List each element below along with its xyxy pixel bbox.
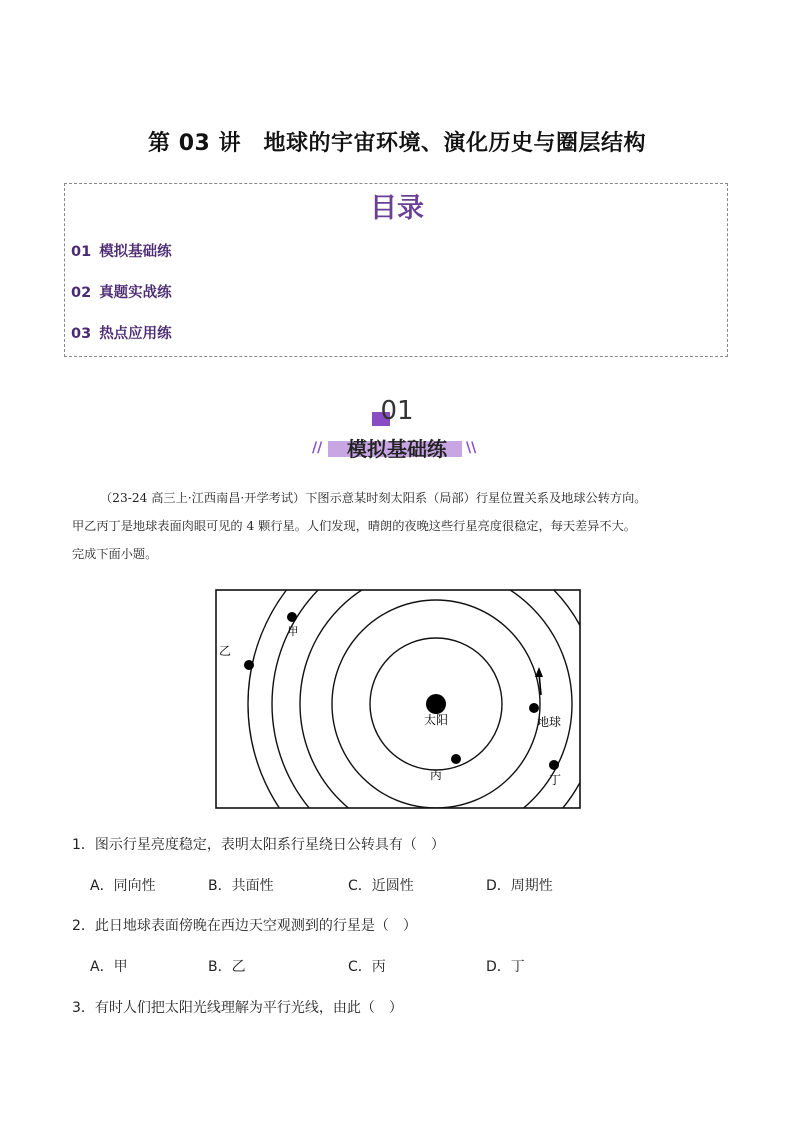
q2-option-a[interactable]: A．甲 <box>90 959 128 975</box>
planet-yi <box>244 660 254 670</box>
q1-option-a[interactable]: A．同向性 <box>90 878 156 894</box>
toc-item-label: 热点应用练 <box>99 326 172 342</box>
toc-item-1[interactable] <box>71 240 172 261</box>
question-2-stem: 2．此日地球表面傍晚在西边天空观测到的行星是（ ） <box>72 918 417 934</box>
page-title: 第 03 讲 地球的宇宙环境、演化历史与圈层结构 <box>148 131 646 156</box>
table-of-contents <box>64 183 728 357</box>
solar-system-diagram <box>215 589 581 809</box>
intro-line-3: 完成下面小题。 <box>72 547 158 561</box>
q2-option-c[interactable]: C．丙 <box>348 959 386 975</box>
earth-label: 地球 <box>537 715 562 729</box>
toc-item-number: 01 <box>71 244 92 260</box>
planet-yi-label: 乙 <box>218 644 232 658</box>
toc-item-2[interactable] <box>71 281 172 302</box>
diagram-frame <box>216 590 580 808</box>
question-3-stem: 3．有时人们把太阳光线理解为平行光线，由此（ ） <box>72 1000 403 1016</box>
toc-item-number: 03 <box>71 326 92 342</box>
q1-option-c[interactable]: C．近圆性 <box>348 878 414 894</box>
left-decoration: // <box>312 440 323 456</box>
right-decoration: \\ <box>466 440 477 456</box>
planet-bing-label: 丙 <box>429 768 443 782</box>
section-label: 模拟基础练 <box>347 437 447 461</box>
planet-jia <box>287 612 297 622</box>
q1-option-b[interactable]: B．共面性 <box>208 878 274 894</box>
q2-option-d[interactable]: D．丁 <box>486 959 525 975</box>
question-1-stem: 1．图示行星亮度稳定，表明太阳系行星绕日公转具有（ ） <box>72 837 445 853</box>
intro-line-1: （23-24 高三上·江西南昌·开学考试）下图示意某时刻太阳系（局部）行星位置关系及地球公转方向。 <box>100 491 647 505</box>
intro-line-2: 甲乙丙丁是地球表面肉眼可见的 4 颗行星。人们发现，晴朗的夜晚这些行星亮度很稳定，每天差异不大。 <box>72 519 636 533</box>
toc-item-number: 02 <box>71 285 92 301</box>
revolution-arrow-head <box>535 667 543 677</box>
q1-option-d[interactable]: D．周期性 <box>486 878 553 894</box>
planet-bing <box>451 754 461 764</box>
planet-ding <box>549 760 559 770</box>
earth-icon <box>529 703 539 713</box>
planet-jia-label: 甲 <box>287 625 299 638</box>
toc-item-label: 模拟基础练 <box>99 244 172 260</box>
orbit-4 <box>272 589 581 809</box>
toc-heading: 目录 <box>370 193 424 224</box>
sun-label: 太阳 <box>423 713 449 727</box>
section-number: 01 <box>380 396 414 426</box>
planet-ding-label: 丁 <box>548 773 562 787</box>
sun-icon <box>426 694 446 714</box>
toc-item-3[interactable] <box>71 322 172 343</box>
q2-option-b[interactable]: B．乙 <box>208 959 246 975</box>
orbit-5 <box>248 589 581 809</box>
toc-item-label: 真题实战练 <box>99 285 172 301</box>
